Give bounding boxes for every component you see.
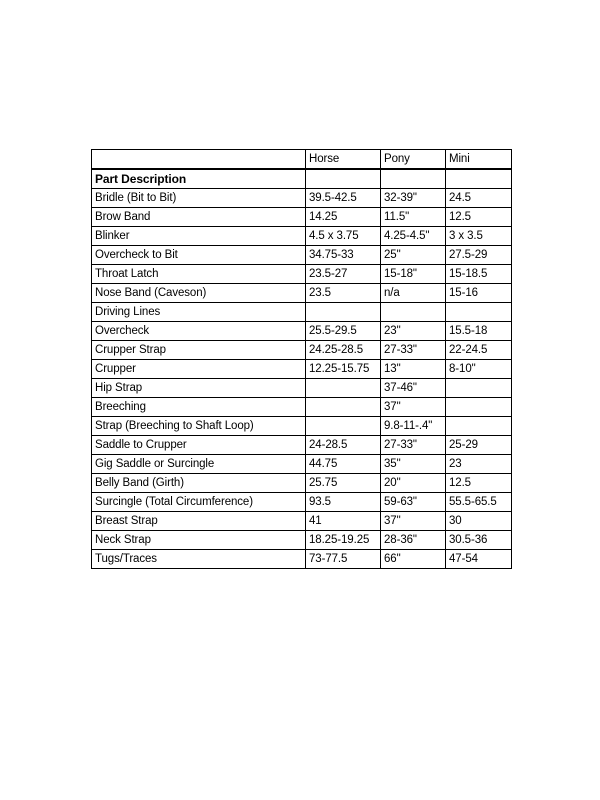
row-cell-part: Neck Strap <box>92 531 306 550</box>
row-cell-mini: 15-16 <box>446 284 512 303</box>
table-row <box>92 341 512 360</box>
table-row <box>92 322 512 341</box>
row-cell-horse <box>306 379 381 398</box>
row-cell-part: Bridle (Bit to Bit) <box>92 189 306 208</box>
table-row <box>92 303 512 322</box>
row-cell-mini <box>446 303 512 322</box>
row-cell-horse: 18.25-19.25 <box>306 531 381 550</box>
row-cell-pony: 66" <box>381 550 446 569</box>
row-cell-horse: 25.5-29.5 <box>306 322 381 341</box>
table-row <box>92 512 512 531</box>
row-cell-horse: 4.5 x 3.75 <box>306 227 381 246</box>
row-cell-mini <box>446 398 512 417</box>
row-cell-pony: 59-63" <box>381 493 446 512</box>
table-row <box>92 455 512 474</box>
row-cell-pony: 37-46" <box>381 379 446 398</box>
row-cell-mini: 12.5 <box>446 474 512 493</box>
row-cell-part: Belly Band (Girth) <box>92 474 306 493</box>
row-cell-part: Driving Lines <box>92 303 306 322</box>
row-cell-part: Strap (Breeching to Shaft Loop) <box>92 417 306 436</box>
row-cell-part: Overcheck to Bit <box>92 246 306 265</box>
row-cell-mini: 15-18.5 <box>446 265 512 284</box>
table-row <box>92 227 512 246</box>
row-cell-pony: 23" <box>381 322 446 341</box>
row-cell-part: Breeching <box>92 398 306 417</box>
row-cell-horse: 41 <box>306 512 381 531</box>
row-cell-horse: 23.5-27 <box>306 265 381 284</box>
table-row <box>92 436 512 455</box>
row-cell-part: Crupper Strap <box>92 341 306 360</box>
row-cell-mini: 24.5 <box>446 189 512 208</box>
table-row <box>92 246 512 265</box>
row-cell-horse: 25.75 <box>306 474 381 493</box>
measurement-table-container <box>91 149 511 569</box>
row-cell-part: Crupper <box>92 360 306 379</box>
row-cell-horse <box>306 398 381 417</box>
row-cell-pony: 9.8-11-.4" <box>381 417 446 436</box>
row-cell-part: Hip Strap <box>92 379 306 398</box>
row-cell-part: Gig Saddle or Surcingle <box>92 455 306 474</box>
section-label-pony-blank <box>381 169 446 189</box>
row-cell-part: Breast Strap <box>92 512 306 531</box>
row-cell-part: Overcheck <box>92 322 306 341</box>
row-cell-horse: 12.25-15.75 <box>306 360 381 379</box>
row-cell-mini: 30.5-36 <box>446 531 512 550</box>
row-cell-mini <box>446 417 512 436</box>
row-cell-horse: 24.25-28.5 <box>306 341 381 360</box>
table-header-row <box>92 150 512 170</box>
row-cell-horse: 73-77.5 <box>306 550 381 569</box>
row-cell-horse: 93.5 <box>306 493 381 512</box>
row-cell-mini <box>446 379 512 398</box>
row-cell-pony: 11.5" <box>381 208 446 227</box>
row-cell-mini: 8-10" <box>446 360 512 379</box>
row-cell-part: Nose Band (Caveson) <box>92 284 306 303</box>
row-cell-horse: 14.25 <box>306 208 381 227</box>
row-cell-pony: 15-18" <box>381 265 446 284</box>
table-row <box>92 379 512 398</box>
row-cell-part: Tugs/Traces <box>92 550 306 569</box>
section-label-horse-blank <box>306 169 381 189</box>
row-cell-horse <box>306 417 381 436</box>
row-cell-mini: 3 x 3.5 <box>446 227 512 246</box>
row-cell-pony: 27-33" <box>381 436 446 455</box>
section-label-part-description: Part Description <box>92 169 306 189</box>
table-row <box>92 189 512 208</box>
table-row <box>92 531 512 550</box>
row-cell-part: Surcingle (Total Circumference) <box>92 493 306 512</box>
harness-measurement-table <box>91 149 512 569</box>
row-cell-pony: 37" <box>381 398 446 417</box>
row-cell-pony: n/a <box>381 284 446 303</box>
row-cell-horse <box>306 303 381 322</box>
row-cell-mini: 12.5 <box>446 208 512 227</box>
header-cell-pony: Pony <box>381 150 446 170</box>
table-row <box>92 284 512 303</box>
row-cell-horse: 39.5-42.5 <box>306 189 381 208</box>
row-cell-horse: 34.75-33 <box>306 246 381 265</box>
row-cell-horse: 44.75 <box>306 455 381 474</box>
row-cell-pony: 35" <box>381 455 446 474</box>
row-cell-mini: 30 <box>446 512 512 531</box>
row-cell-mini: 25-29 <box>446 436 512 455</box>
table-body <box>92 150 512 569</box>
row-cell-pony: 25" <box>381 246 446 265</box>
row-cell-part: Brow Band <box>92 208 306 227</box>
row-cell-mini: 23 <box>446 455 512 474</box>
table-row <box>92 208 512 227</box>
row-cell-pony: 4.25-4.5" <box>381 227 446 246</box>
table-row <box>92 398 512 417</box>
table-row <box>92 493 512 512</box>
table-row <box>92 550 512 569</box>
header-cell-blank <box>92 150 306 170</box>
row-cell-mini: 15.5-18 <box>446 322 512 341</box>
row-cell-part: Blinker <box>92 227 306 246</box>
row-cell-pony: 27-33" <box>381 341 446 360</box>
row-cell-horse: 23.5 <box>306 284 381 303</box>
row-cell-pony: 28-36" <box>381 531 446 550</box>
table-row <box>92 360 512 379</box>
header-cell-horse: Horse <box>306 150 381 170</box>
row-cell-pony: 20" <box>381 474 446 493</box>
table-row <box>92 417 512 436</box>
row-cell-mini: 55.5-65.5 <box>446 493 512 512</box>
header-cell-mini: Mini <box>446 150 512 170</box>
section-label-mini-blank <box>446 169 512 189</box>
row-cell-mini: 27.5-29 <box>446 246 512 265</box>
row-cell-pony: 13" <box>381 360 446 379</box>
table-row <box>92 474 512 493</box>
row-cell-pony: 32-39" <box>381 189 446 208</box>
row-cell-part: Throat Latch <box>92 265 306 284</box>
row-cell-pony <box>381 303 446 322</box>
row-cell-part: Saddle to Crupper <box>92 436 306 455</box>
row-cell-mini: 47-54 <box>446 550 512 569</box>
row-cell-horse: 24-28.5 <box>306 436 381 455</box>
table-row <box>92 265 512 284</box>
row-cell-mini: 22-24.5 <box>446 341 512 360</box>
section-label-row <box>92 169 512 189</box>
row-cell-pony: 37" <box>381 512 446 531</box>
